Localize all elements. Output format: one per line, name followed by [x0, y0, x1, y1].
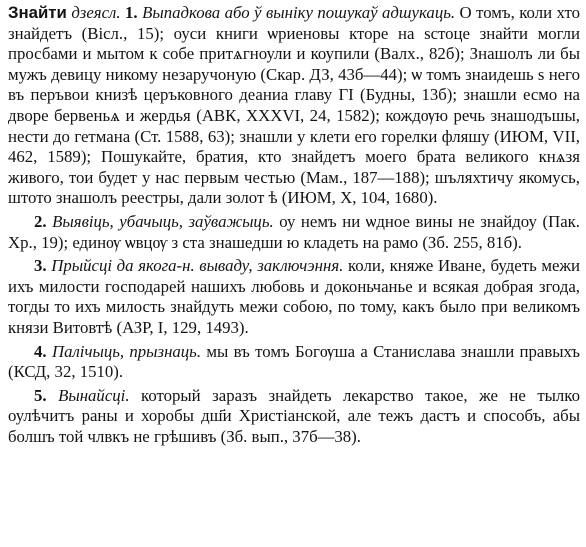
grammar-label: дзеясл. [71, 3, 121, 22]
sense-gloss: Вынайсці. [58, 385, 130, 405]
sense-1 [8, 3, 580, 209]
sense-citations: оу немъ ни ѡдное вины не знайдоу (Пак. Хр., 19); единѹ ѡвцѹ з ста знашедши ю кладеть на рамо (Зб. 255, 81б). [8, 211, 580, 252]
sense-citations: коли, княже Иване, будеть межи ихъ милости господарей нашихъ любовь и доконьчанье и всякая добрая згода, тогды то ихъ милость знайдуть межи собою, по тому, какъ было при великомъ князи Витовтѣ (АЗР, I, 129, 1493). [8, 256, 581, 337]
sense-citations: мы въ томъ Богѹша а Станислава знашли правыхъ (КСД, 32, 1510). [8, 341, 580, 382]
sense-citations: О томъ, коли хто знайдетъ (Вісл., 15); оуси книги ѡриеновы кторе на ѕстоце знайти могли просбами и мытом к собе притѧгноули и коупили (Валх., 82б); Знашолъ ли бы мужъ девицу никому незаручоную (Скар. ДЗ, 43б—44); ѡ томъ знаидешь ѕ него въ перъвои книзѣ церъковного деаниа главу ГІ (Будны, 13б); знашли есмо на дворе бервеньѧ и жердья (АВК, XXXVI, 24, 1582); кождѹю речь знашодъшы, нести до гетмана (Ст. 1588, 63); знашли у клети его горелки фляшу (ИЮМ, VII, 462, 1589); Пошукайте, братия, кто знайдетъ моего брата великого кнѧзя живого, тои будет у нас первым честью (Мам., 187—188); шъляхтичу якомусь, штото знашолъ реестры, дали золот ѣ (ИЮМ, X, 104, 1680). [8, 3, 580, 208]
headword: Знайти [8, 3, 67, 22]
sense-gloss: Прыйсці да якога-н. вываду, заключэння. [51, 256, 344, 276]
sense-gloss: Выпадкова або ў выніку пошукаў адшукаць. [142, 3, 456, 22]
sense-3 [8, 256, 580, 338]
sense-number: 3. [34, 256, 47, 276]
sense-number: 2. [34, 211, 47, 231]
sense-number: 5. [34, 385, 47, 405]
sense-gloss: Палічыць, прызнаць. [51, 341, 202, 361]
sense-number: 4. [34, 341, 47, 361]
sense-4 [8, 342, 580, 383]
sense-gloss: Выявіць, убачыць, заўважыць. [52, 211, 274, 231]
sense-citations: который заразъ знайдеть лекарство такое, же не тылко оулѣчитъ раны и хоробы дш҃и Христіанской, але тежъ дастъ и способъ, абы болшъ той члвкъ не грѣшивъ (Зб. вып., 37б—38). [8, 385, 580, 446]
sense-2 [8, 212, 580, 253]
sense-number: 1. [125, 3, 138, 22]
sense-5 [8, 386, 580, 448]
